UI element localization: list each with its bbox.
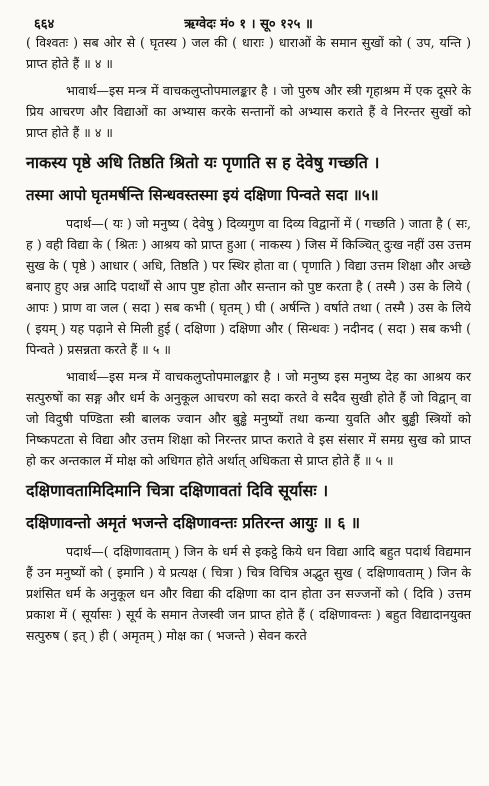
page-header: [26, 10, 471, 32]
verse-5-purport: भावार्थ—इस मन्त्र में वाचकलुप्तोपमालङ्कार है । जो मनुष्य इस मनुष्य देह का आश्रय कर सत्पुरुषों का सङ्ग और धर्म के अनुकूल आचरण को सदा करते वे सदैव सुखी होते हैं जो विद्वान् वा जो विदुषी पण्डिता स्त्री बालक ज्वान और बुड्ढे मनुष्यों तथा कन्या युवति और बुड्ढी स्त्रियों को निष्कपटता से विद्या और उत्तम शिक्षा को निरन्तर प्राप्त कराते वे इस संसार में समग्र सुख को प्राप्त हो कर अन्तकाल में मोक्ष को अधिगत होते अर्थात् अधिकता से प्राप्त होते हैं ॥ ५ ॥: [26, 369, 471, 468]
verse-5-line-1: नाकस्य पृष्ठे अधि तिष्ठति श्रितो यः पृणाति स ह देवेषु गच्छति ।: [26, 153, 380, 172]
running-title: ऋग्वेदः मं० १ । सू० १२५ ॥: [184, 17, 313, 32]
verse-6-word-meaning: पदार्थ—( दक्षिणावताम् ) जिन के धर्म से इकट्ठे किये धन विद्या आदि बहुत पदार्थ विद्यमान हैं उन मनुष्यों को ( इमानि ) ये प्रत्यक्ष ( चित्रा ) चित्र विचित्र अद्भुत सुख ( दक्षिणावताम् ) जिन के प्रशंसित धर्म के अनुकूल धन और विद्या की दक्षिणा का दान होता उन सज्जनों को ( दिवि ) उत्तम प्रकाश में ( सूर्यासः ) सूर्य के समान तेजस्वी जन प्राप्त होते हैं ( दक्षिणावन्तः ) बहुत विद्यादानयुक्त सत्पुरुष ( इत् ) ही ( अमृतम् ) मोक्ष का ( भजन्ते ) सेवन करते: [26, 544, 471, 643]
verse-5-line-2: तस्मा आपो घृतमर्षन्ति सिन्धवस्तस्मा इयं दक्षिणा पिन्वते सदा ॥५॥: [26, 186, 379, 204]
page-number: ६६४: [34, 17, 55, 32]
verse-4-meaning-continuation: ( विश्वतः ) सब ओर से ( घृतस्य ) जल की ( धाराः ) धाराओं के समान सुखों को ( उप, यन्ति ) प्राप्त होते हैं ॥ ४ ॥: [26, 35, 471, 71]
verse-6-line-2: दक्षिणावन्तो अमृतं भजन्ते दक्षिणावन्तः प्रतिरन्त आयुः ॥ ६ ॥: [26, 513, 361, 532]
verse-5-word-meaning: पदार्थ—( यः ) जो मनुष्य ( देवेषु ) दिव्यगुण वा दिव्य विद्वानों में ( गच्छति ) जाता है ( सः, ह ) वही विद्या के ( श्रितः ) आश्रय को प्राप्त हुआ ( नाकस्य ) जिस में किञ्चित् दुःख नहीं उस उत्तम सुख के ( पृष्ठे ) आधार ( अधि, तिष्ठति ) पर स्थिर होता वा ( पृणाति ) विद्या उत्तम शिक्षा और अच्छे बनाए हुए अन्न आदि पदार्थों से आप पुष्ट होता और सन्तान को पुष्ट करता है ( तस्मै ) उस के लिये ( आपः ) प्राण वा जल ( सदा ) सब कभी ( घृतम् ) घी ( अर्षन्ति ) वर्षाते तथा ( तस्मै ) उस के लिये ( इयम् ) यह पढ़ाने से मिली हुई ( दक्षिणा ) दक्षिणा और ( सिन्धवः ) नदीनद ( सदा ) सब कभी ( पिन्वते ) प्रसन्नता करते हैं ॥ ५ ॥: [26, 216, 471, 357]
verse-4-purport: भावार्थ—इस मन्त्र में वाचकलुप्तोपमालङ्कार है । जो पुरुष और स्त्री गृहाश्रम में एक दूसरे के प्रिय आचरण और विद्याओं का अभ्यास करके सन्तानों को अभ्यास कराते हैं वे निरन्तर सुखों को प्राप्त होते हैं ॥ ४ ॥: [26, 83, 471, 140]
verse-6-line-1: दक्षिणावतामिदिमानि चित्रा दक्षिणावतां दिवि सूर्यासः ।: [26, 481, 329, 500]
